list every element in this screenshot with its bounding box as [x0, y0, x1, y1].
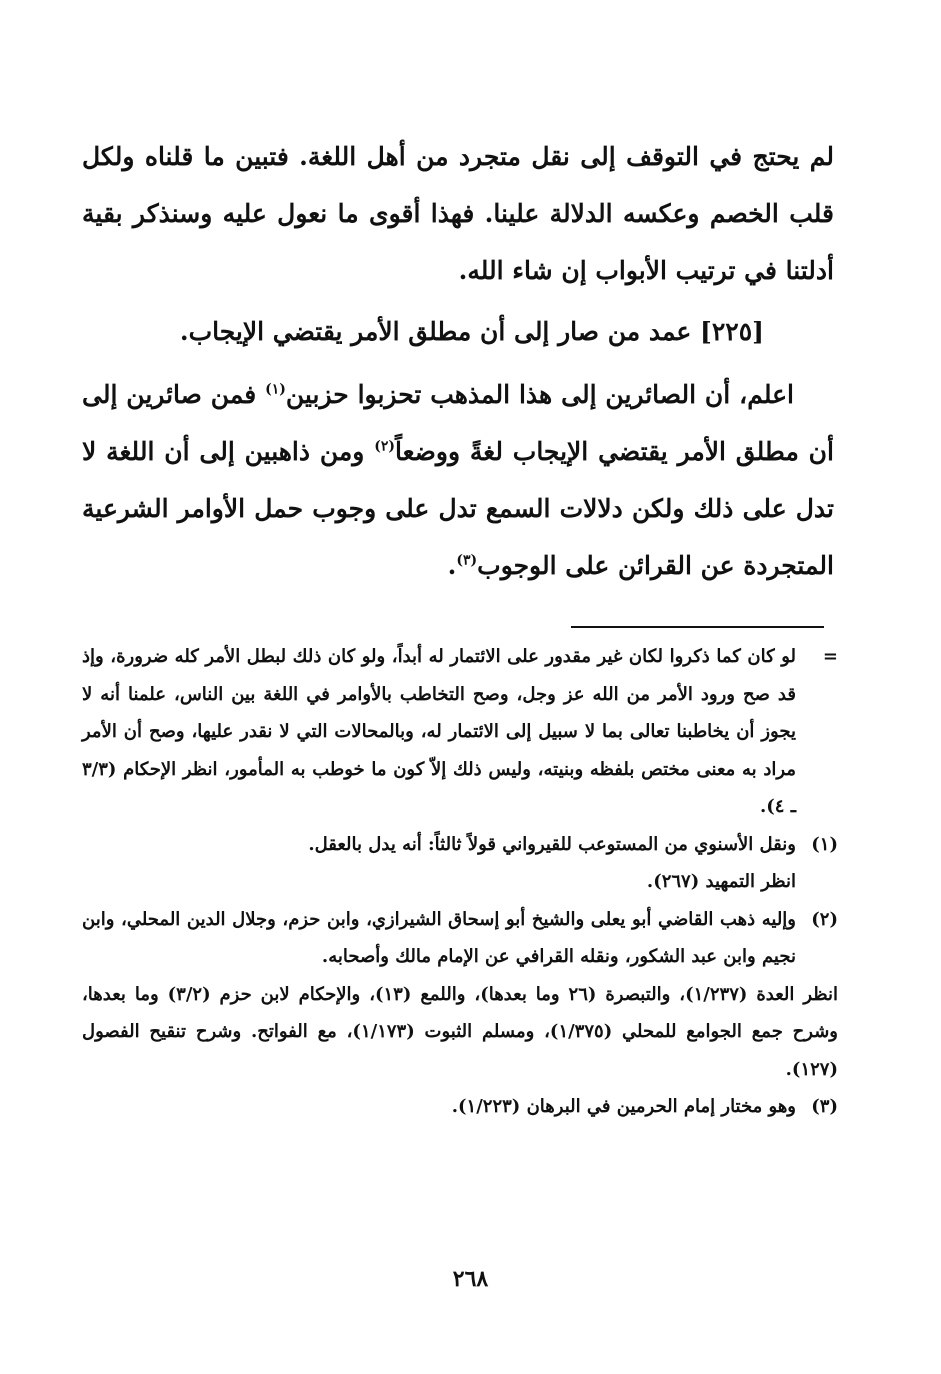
footnote-2 — [82, 901, 838, 976]
continuation-marker: = — [822, 646, 838, 667]
footnote-ref-3: (٣) — [456, 552, 478, 569]
paragraph-2 — [82, 366, 834, 594]
paragraph-1: لم يحتج في التوقف إلى نقل متجرد من أهل اللغة. فتبين ما قلناه ولكل قلب الخصم وعكسه الدلالة علينا. فهذا أقوى ما نعول عليه وسنذكر بقية أدلتنا في ترتيب الأبواب إن شاء الله. — [82, 142, 834, 285]
footnote-2-text: وإليه ذهب القاضي أبو يعلى والشيخ أبو إسحاق الشيرازي، وابن حزم، وجلال الدين المحلي، وابن نجيم وابن عبد الشكور، ونقله القرافي عن الإمام مالك وأصحابه. — [82, 908, 796, 967]
footnote-continuation — [82, 638, 838, 826]
footnote-3-text: وهو مختار إمام الحرمين في البرهان (١/٢٢٣). — [451, 1096, 796, 1117]
paragraph-2-text-c: ومن ذاهبين إلى أن اللغة لا تدل على ذلك ولكن دلالات السمع تدل على وجوب حمل الأوامر الشرعية المتجردة عن القرائن على الوجوب — [82, 437, 834, 580]
footnote-ref-1: (١) — [265, 381, 286, 398]
footnote-1-reference: انظر التمهيد (٢٦٧). — [646, 871, 796, 892]
footnote-ref-2: (٢) — [374, 438, 395, 455]
footnote-2-reference: انظر العدة (١/٢٣٧)، والتبصرة (٢٦ وما بعدها)، واللمع (١٣)، والإحكام لابن حزم (٣/٢) وما بعدها، وشرح جمع الجوامع للمحلي (١/٣٧٥)، ومسلم الثبوت (١/١٧٣)، مع الفواتح. وشرح تنقيح الفصول (١٢٧). — [82, 983, 839, 1080]
paragraph-2-end: . — [447, 551, 457, 580]
footnote-1 — [82, 826, 838, 901]
section-heading: [٢٢٥] عمد من صار إلى أن مطلق الأمر يقتضي الإيجاب. — [179, 317, 764, 346]
continuation-text: لو كان كما ذكروا لكان غير مقدور على الائتمار له أبداً، ولو كان ذلك لبطل الأمر كله ضرورة، وإذ قد صح ورود الأمر من الله عز وجل، وصح التخاطب بالأوامر في اللغة بين الناس، علمنا أنه لا يجوز أن يخاطبنا تعالى بما لا سبيل إلى الائتمار له، وبالمحالات التي لا نقدر عليها، وصح أن الأمر مراد به معنى مختص بلفظه وبنيته، وليس ذلك إلاّ كون ما خوطب به المأمور، انظر الإحكام (٣/٣ ـ ٤). — [82, 646, 796, 817]
page-number: ٢٦٨ — [452, 1266, 489, 1292]
footnote-3-marker: (٣) — [811, 1096, 838, 1117]
footnote-1-text: ونقل الأسنوي من المستوعب للقيرواني قولاً ثالثاً: أنه يدل بالعقل. — [308, 833, 796, 855]
paragraph-2-text-a: اعلم، أن الصائرين إلى هذا المذهب تحزبوا حزبين — [285, 380, 794, 409]
footnote-3 — [82, 1088, 838, 1126]
main-text — [82, 128, 834, 594]
footnote-2-marker: (٢) — [811, 908, 838, 930]
footnote-separator — [571, 626, 824, 628]
footnotes — [82, 638, 838, 1126]
paragraph-2-text-b: فمن صائرين إلى أن مطلق الأمر يقتضي الإيجاب لغةً ووضعاً — [82, 380, 834, 466]
footnote-1-marker: (١) — [811, 833, 838, 855]
